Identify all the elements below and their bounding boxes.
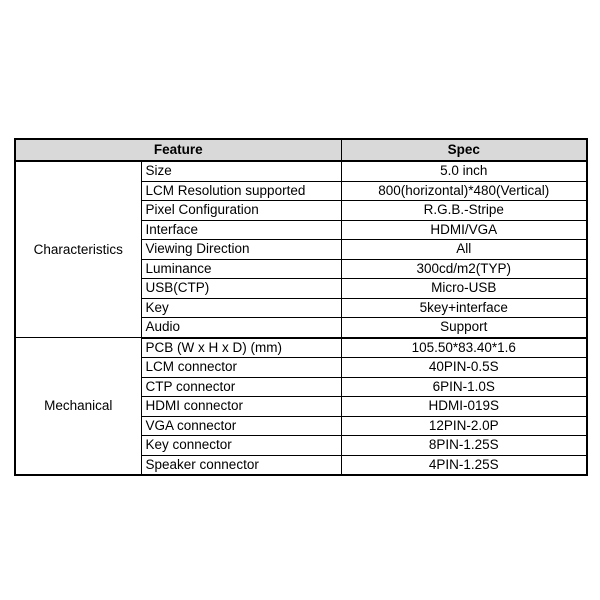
spec-cell: HDMI-019S — [341, 397, 587, 417]
feature-cell: Luminance — [141, 259, 341, 279]
spec-cell: Support — [341, 318, 587, 338]
feature-cell: Key connector — [141, 436, 341, 456]
feature-cell: LCM Resolution supported — [141, 181, 341, 201]
spec-cell: 5.0 inch — [341, 161, 587, 181]
spec-cell: 12PIN-2.0P — [341, 416, 587, 436]
feature-cell: LCM connector — [141, 358, 341, 378]
spec-cell: 300cd/m2(TYP) — [341, 259, 587, 279]
spec-cell: All — [341, 240, 587, 260]
spec-table — [14, 138, 588, 476]
feature-cell: Interface — [141, 220, 341, 240]
feature-cell: HDMI connector — [141, 397, 341, 417]
spec-cell: R.G.B.-Stripe — [341, 201, 587, 221]
table-row — [15, 338, 587, 358]
spec-cell: Micro-USB — [341, 279, 587, 299]
feature-cell: CTP connector — [141, 377, 341, 397]
spec-cell: 40PIN-0.5S — [341, 358, 587, 378]
feature-cell: VGA connector — [141, 416, 341, 436]
spec-cell: 105.50*83.40*1.6 — [341, 338, 587, 358]
spec-cell: 800(horizontal)*480(Vertical) — [341, 181, 587, 201]
spec-cell: 8PIN-1.25S — [341, 436, 587, 456]
spec-cell: 5key+interface — [341, 298, 587, 318]
feature-cell: PCB (W x H x D) (mm) — [141, 338, 341, 358]
feature-cell: USB(CTP) — [141, 279, 341, 299]
feature-cell: Speaker connector — [141, 455, 341, 475]
spec-cell: 6PIN-1.0S — [341, 377, 587, 397]
feature-cell: Pixel Configuration — [141, 201, 341, 221]
spec-cell: 4PIN-1.25S — [341, 455, 587, 475]
feature-cell: Size — [141, 161, 341, 181]
group-label-characteristics: Characteristics — [15, 161, 141, 338]
table-header-row — [15, 139, 587, 161]
group-label-mechanical: Mechanical — [15, 338, 141, 476]
spec-column-header: Spec — [341, 139, 587, 161]
feature-cell: Key — [141, 298, 341, 318]
feature-column-header: Feature — [15, 139, 341, 161]
feature-cell: Viewing Direction — [141, 240, 341, 260]
table-row — [15, 161, 587, 181]
spec-cell: HDMI/VGA — [341, 220, 587, 240]
feature-cell: Audio — [141, 318, 341, 338]
